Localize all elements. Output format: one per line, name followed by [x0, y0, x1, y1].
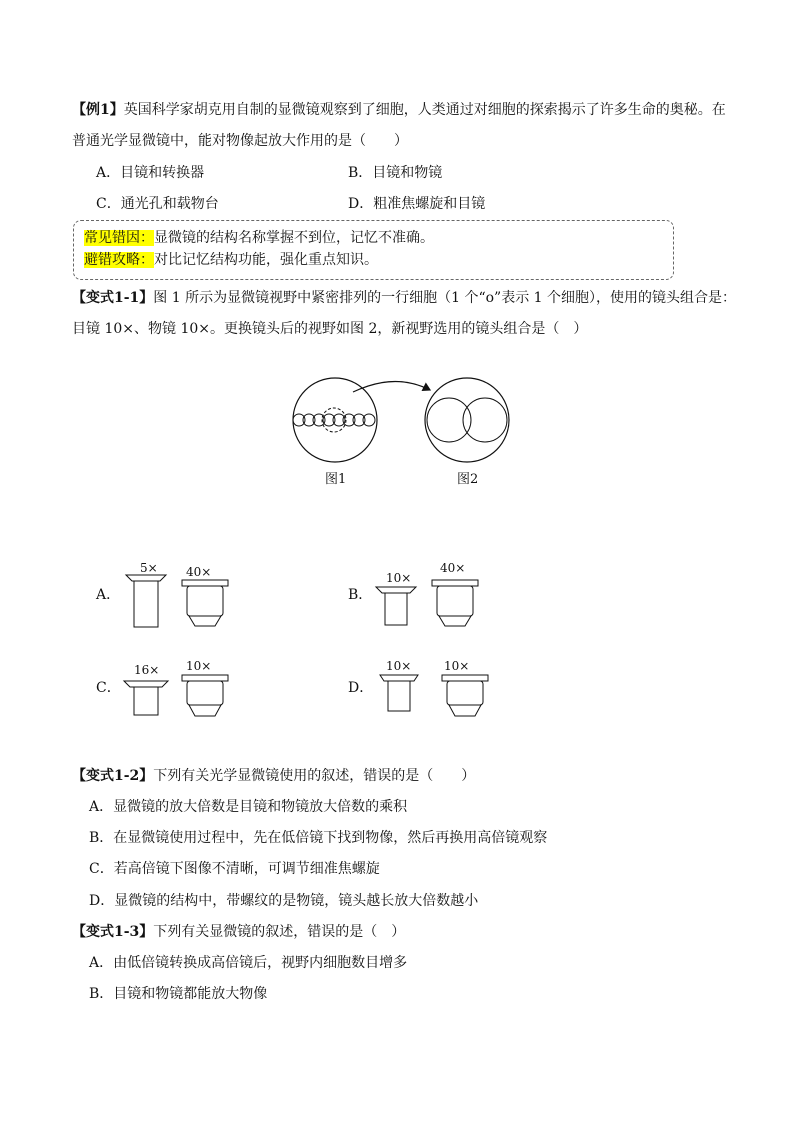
variant-1-3-option-a: A．由低倍镜转换成高倍镜后，视野内细胞数目增多 — [89, 955, 408, 971]
choice-d-lenses — [370, 652, 490, 728]
figure-2-label: 图2 — [457, 472, 479, 487]
variant-1-1-text: 图 1 所示为显微镜视野中紧密排列的一行细胞（1 个“o”表示 1 个细胞），使用的镜头组合是： — [153, 290, 737, 306]
choice-c-lenses — [120, 652, 240, 728]
eyepiece-icon — [380, 675, 418, 681]
example-1-line-2: 普通光学显微镜中，能对物像起放大作用的是（ ） — [72, 133, 408, 149]
choice-c-letter: C． — [96, 680, 121, 696]
choice-b-objective-mag: 40× — [440, 561, 466, 575]
variant-1-3-option-b: B．目镜和物镜都能放大物像 — [89, 986, 268, 1002]
figure-1-label: 图1 — [325, 472, 347, 487]
variant-1-2-tag: 【变式1-2】 — [72, 768, 154, 784]
eyepiece-icon — [126, 575, 166, 581]
example-1-option-c: C．通光孔和载物台 — [96, 196, 219, 212]
choice-a-objective-mag: 40× — [186, 565, 212, 579]
choice-d-objective-mag: 10× — [444, 659, 470, 673]
example-1-line-1 — [72, 100, 726, 120]
objective-icon — [182, 675, 228, 716]
variant-1-2-stem — [72, 766, 475, 786]
variant-1-2-option-b: B．在显微镜使用过程中，先在低倍镜下找到物像，然后再换用高倍镜观察 — [89, 830, 548, 846]
variant-1-1-tag: 【变式1-1】 — [72, 290, 154, 306]
objective-icon — [182, 580, 228, 626]
objective-icon — [442, 675, 488, 716]
example-1-option-b: B．目镜和物镜 — [348, 165, 443, 181]
variant-1-3-stem — [72, 922, 405, 942]
avoid-error-row — [84, 250, 378, 270]
variant-1-3-tag: 【变式1-3】 — [72, 924, 154, 940]
variant-1-2-text: 下列有关光学显微镜使用的叙述，错误的是（ ） — [153, 768, 476, 784]
choice-b-eyepiece-mag: 10× — [386, 571, 412, 585]
common-error-text: 显微镜的结构名称掌握不到位，记忆不准确。 — [154, 230, 434, 246]
example-1-option-d: D．粗准焦螺旋和目镜 — [348, 196, 486, 212]
choice-b-lenses — [370, 556, 490, 632]
variant-1-2-option-d: D．显微镜的结构中，带螺纹的是物镜，镜头越长放大倍数越小 — [89, 893, 479, 909]
microscope-field-figures — [285, 370, 515, 490]
choice-d-eyepiece-mag: 10× — [386, 659, 412, 673]
common-error-row — [84, 228, 434, 248]
objective-icon — [432, 580, 478, 626]
eyepiece-icon — [376, 587, 416, 593]
choice-a-lenses — [120, 556, 240, 632]
variant-1-2-option-a: A．显微镜的放大倍数是目镜和物镜放大倍数的乘积 — [89, 799, 408, 815]
figure-2-field — [425, 378, 509, 462]
avoid-error-label: 避错攻略： — [84, 252, 154, 268]
variant-1-1-line-1 — [72, 288, 736, 308]
figure-1-field — [293, 378, 377, 462]
variant-1-3-text: 下列有关显微镜的叙述，错误的是（ ） — [153, 924, 406, 940]
avoid-error-text: 对比记忆结构功能，强化重点知识。 — [154, 252, 378, 268]
eyepiece-icon — [124, 681, 168, 687]
variant-1-2-option-c: C．若高倍镜下图像不清晰，可调节细准焦螺旋 — [89, 861, 380, 877]
choice-b-letter: B． — [348, 587, 373, 603]
choice-c-eyepiece-mag: 16× — [134, 663, 160, 677]
example-1-option-a: A．目镜和转换器 — [96, 165, 205, 181]
choice-d-letter: D． — [348, 680, 374, 696]
error-tip-box — [73, 220, 674, 280]
common-error-label: 常见错因： — [84, 230, 154, 246]
choice-a-letter: A． — [96, 587, 121, 603]
example-1-tag: 【例1】 — [72, 102, 124, 118]
variant-1-1-line-2: 目镜 10×、物镜 10×。更换镜头后的视野如图 2，新视野选用的镜头组合是（ ） — [72, 321, 588, 337]
choice-c-objective-mag: 10× — [186, 659, 212, 673]
choice-a-eyepiece-mag: 5× — [140, 561, 158, 575]
example-1-text: 英国科学家胡克用自制的显微镜观察到了细胞，人类通过对细胞的探索揭示了许多生命的奥秘。在 — [123, 102, 726, 118]
